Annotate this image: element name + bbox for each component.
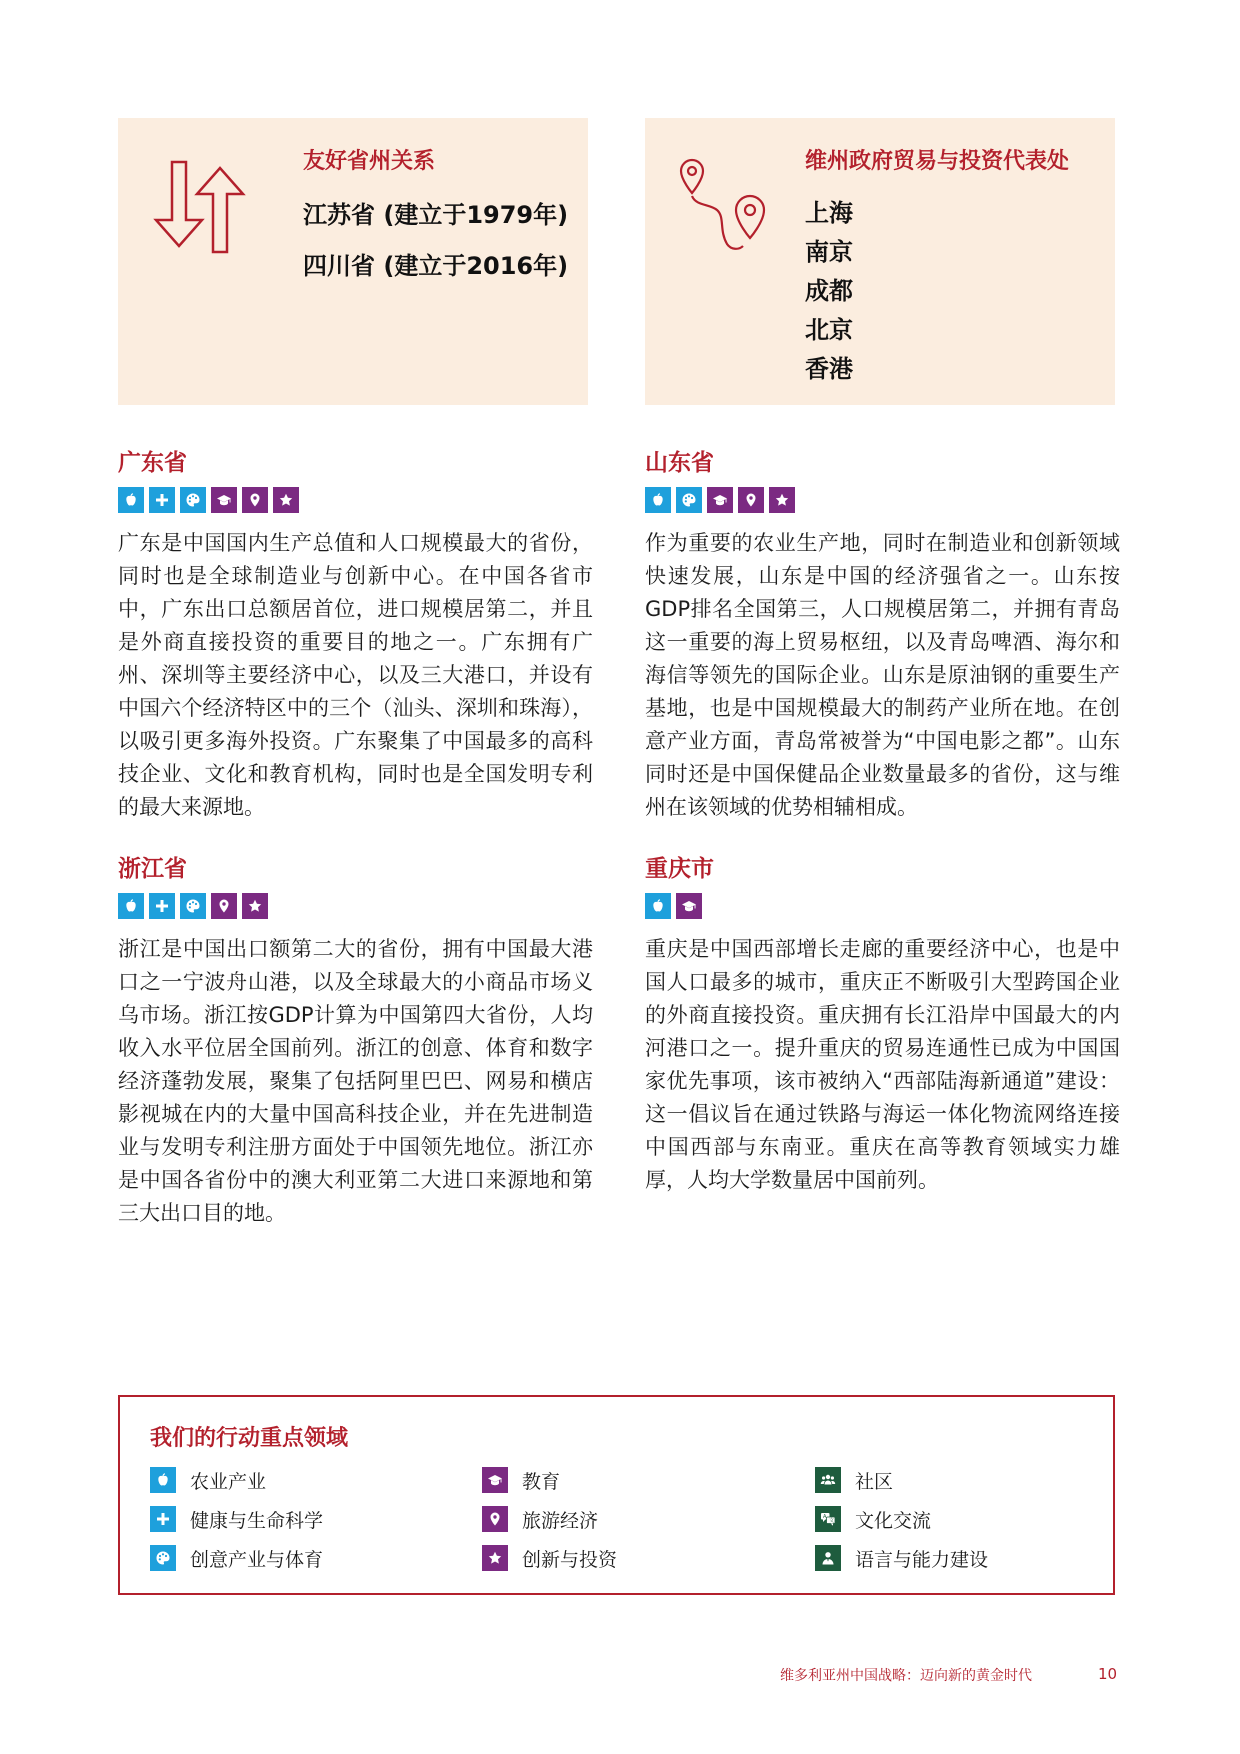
apple-icon	[118, 893, 144, 919]
legend-item-tourism	[482, 1506, 617, 1532]
star-icon	[769, 487, 795, 513]
graduation-cap-icon	[676, 893, 702, 919]
section-shandong	[645, 447, 1120, 824]
location-pin-icon	[482, 1506, 508, 1532]
people-icon	[815, 1467, 841, 1493]
office-beijing: 北京	[805, 316, 853, 344]
friendly-relations-box	[118, 118, 588, 405]
legend-label: 教育	[522, 1470, 561, 1493]
star-icon	[273, 487, 299, 513]
focus-icon-row	[645, 893, 1120, 919]
section-title: 山东省	[645, 450, 714, 476]
legend-column-1	[150, 1467, 323, 1584]
legend-label: 创意产业与体育	[190, 1548, 324, 1571]
palette-icon	[676, 487, 702, 513]
legend-label: 文化交流	[855, 1509, 932, 1532]
friendly-relation-jiangsu: 江苏省 (建立于1979年)	[303, 201, 569, 229]
legend-label: 语言与能力建设	[855, 1548, 989, 1571]
legend-label: 旅游经济	[522, 1509, 599, 1532]
focus-icon-row	[118, 893, 593, 919]
apple-icon	[645, 893, 671, 919]
office-hongkong: 香港	[805, 355, 853, 383]
footer-document-title: 维多利亚州中国战略：迈向新的黄金时代	[780, 1668, 1032, 1684]
legend-item-agriculture	[150, 1467, 323, 1493]
legend-label: 健康与生命科学	[190, 1509, 324, 1532]
translate-chat-icon	[815, 1506, 841, 1532]
graduation-cap-icon	[707, 487, 733, 513]
palette-icon	[180, 487, 206, 513]
exchange-arrows-icon	[150, 158, 260, 258]
person-icon	[815, 1545, 841, 1571]
apple-icon	[645, 487, 671, 513]
legend-item-community	[815, 1467, 988, 1493]
trade-offices-title: 维州政府贸易与投资代表处	[805, 149, 1070, 174]
legend-item-culture	[815, 1506, 988, 1532]
focus-icon-row	[118, 487, 593, 513]
plus-icon	[150, 1506, 176, 1532]
plus-icon	[149, 487, 175, 513]
section-title: 广东省	[118, 450, 187, 476]
focus-areas-title: 我们的行动重点领域	[150, 1426, 349, 1451]
section-chongqing	[645, 853, 1120, 1197]
legend-item-creative	[150, 1545, 323, 1571]
route-pins-icon	[667, 154, 777, 264]
apple-icon	[150, 1467, 176, 1493]
section-title: 重庆市	[645, 856, 714, 882]
legend-item-innovation	[482, 1545, 617, 1571]
legend-item-capacity	[815, 1545, 988, 1571]
section-body: 广东是中国国内生产总值和人口规模最大的省份，同时也是全球制造业与创新中心。在中国各省市中，广东出口总额居首位，进口规模居第二，并且是外商直接投资的重要目的地之一。广东拥有广州、深圳等主要经济中心，以及三大港口，并设有中国六个经济特区中的三个（汕头、深圳和珠海），以吸引更多海外投资。广东聚集了中国最多的高科技企业、文化和教育机构，同时也是全国发明专利的最大来源地。	[118, 531, 593, 819]
focus-icon-row	[645, 487, 1120, 513]
location-pin-icon	[738, 487, 764, 513]
section-body: 浙江是中国出口额第二大的省份，拥有中国最大港口之一宁波舟山港，以及全球最大的小商品市场义乌市场。浙江按GDP计算为中国第四大省份，人均收入水平位居全国前列。浙江的创意、体育和数字经济蓬勃发展，聚集了包括阿里巴巴、网易和横店影视城在内的大量中国高科技企业，并在先进制造业与发明专利注册方面处于中国领先地位。浙江亦是中国各省份中的澳大利亚第二大进口来源地和第三大出口目的地。	[118, 937, 593, 1225]
focus-areas-panel	[118, 1395, 1115, 1595]
section-body: 作为重要的农业生产地，同时在制造业和创新领域快速发展，山东是中国的经济强省之一。山东按GDP排名全国第三，人口规模居第二，并拥有青岛这一重要的海上贸易枢纽，以及青岛啤酒、海尔和海信等领先的国际企业。山东是原油钢的重要生产基地，也是中国规模最大的制药产业所在地。在创意产业方面，青岛常被誉为“中国电影之都”。山东同时还是中国保健品企业数量最多的省份，这与维州在该领域的优势相辅相成。	[645, 531, 1120, 819]
graduation-cap-icon	[211, 487, 237, 513]
legend-label: 社区	[855, 1470, 894, 1493]
apple-icon	[118, 487, 144, 513]
star-icon	[242, 893, 268, 919]
section-zhejiang	[118, 853, 593, 1230]
location-pin-icon	[211, 893, 237, 919]
location-pin-icon	[242, 487, 268, 513]
plus-icon	[149, 893, 175, 919]
friendly-relations-title: 友好省州关系	[303, 149, 436, 174]
legend-item-health	[150, 1506, 323, 1532]
star-icon	[482, 1545, 508, 1571]
palette-icon	[150, 1545, 176, 1571]
office-chengdu: 成都	[805, 277, 853, 305]
section-guangdong	[118, 447, 593, 824]
page-number: 10	[1098, 1665, 1118, 1683]
legend-label: 农业产业	[190, 1470, 267, 1493]
office-shanghai: 上海	[805, 199, 853, 227]
palette-icon	[180, 893, 206, 919]
legend-column-2	[482, 1467, 617, 1584]
legend-item-education	[482, 1467, 617, 1493]
section-title: 浙江省	[118, 856, 187, 882]
section-body: 重庆是中国西部增长走廊的重要经济中心，也是中国人口最多的城市，重庆正不断吸引大型跨国企业的外商直接投资。重庆拥有长江沿岸中国最大的内河港口之一。提升重庆的贸易连通性已成为中国国家优先事项，该市被纳入“西部陆海新通道”建设：这一倡议旨在通过铁路与海运一体化物流网络连接中国西部与东南亚。重庆在高等教育领域实力雄厚，人均大学数量居中国前列。	[645, 937, 1120, 1192]
graduation-cap-icon	[482, 1467, 508, 1493]
office-nanjing: 南京	[805, 238, 853, 266]
legend-label: 创新与投资	[522, 1548, 618, 1571]
trade-offices-box	[645, 118, 1115, 405]
legend-column-3	[815, 1467, 988, 1584]
friendly-relation-sichuan: 四川省 (建立于2016年)	[303, 252, 569, 280]
